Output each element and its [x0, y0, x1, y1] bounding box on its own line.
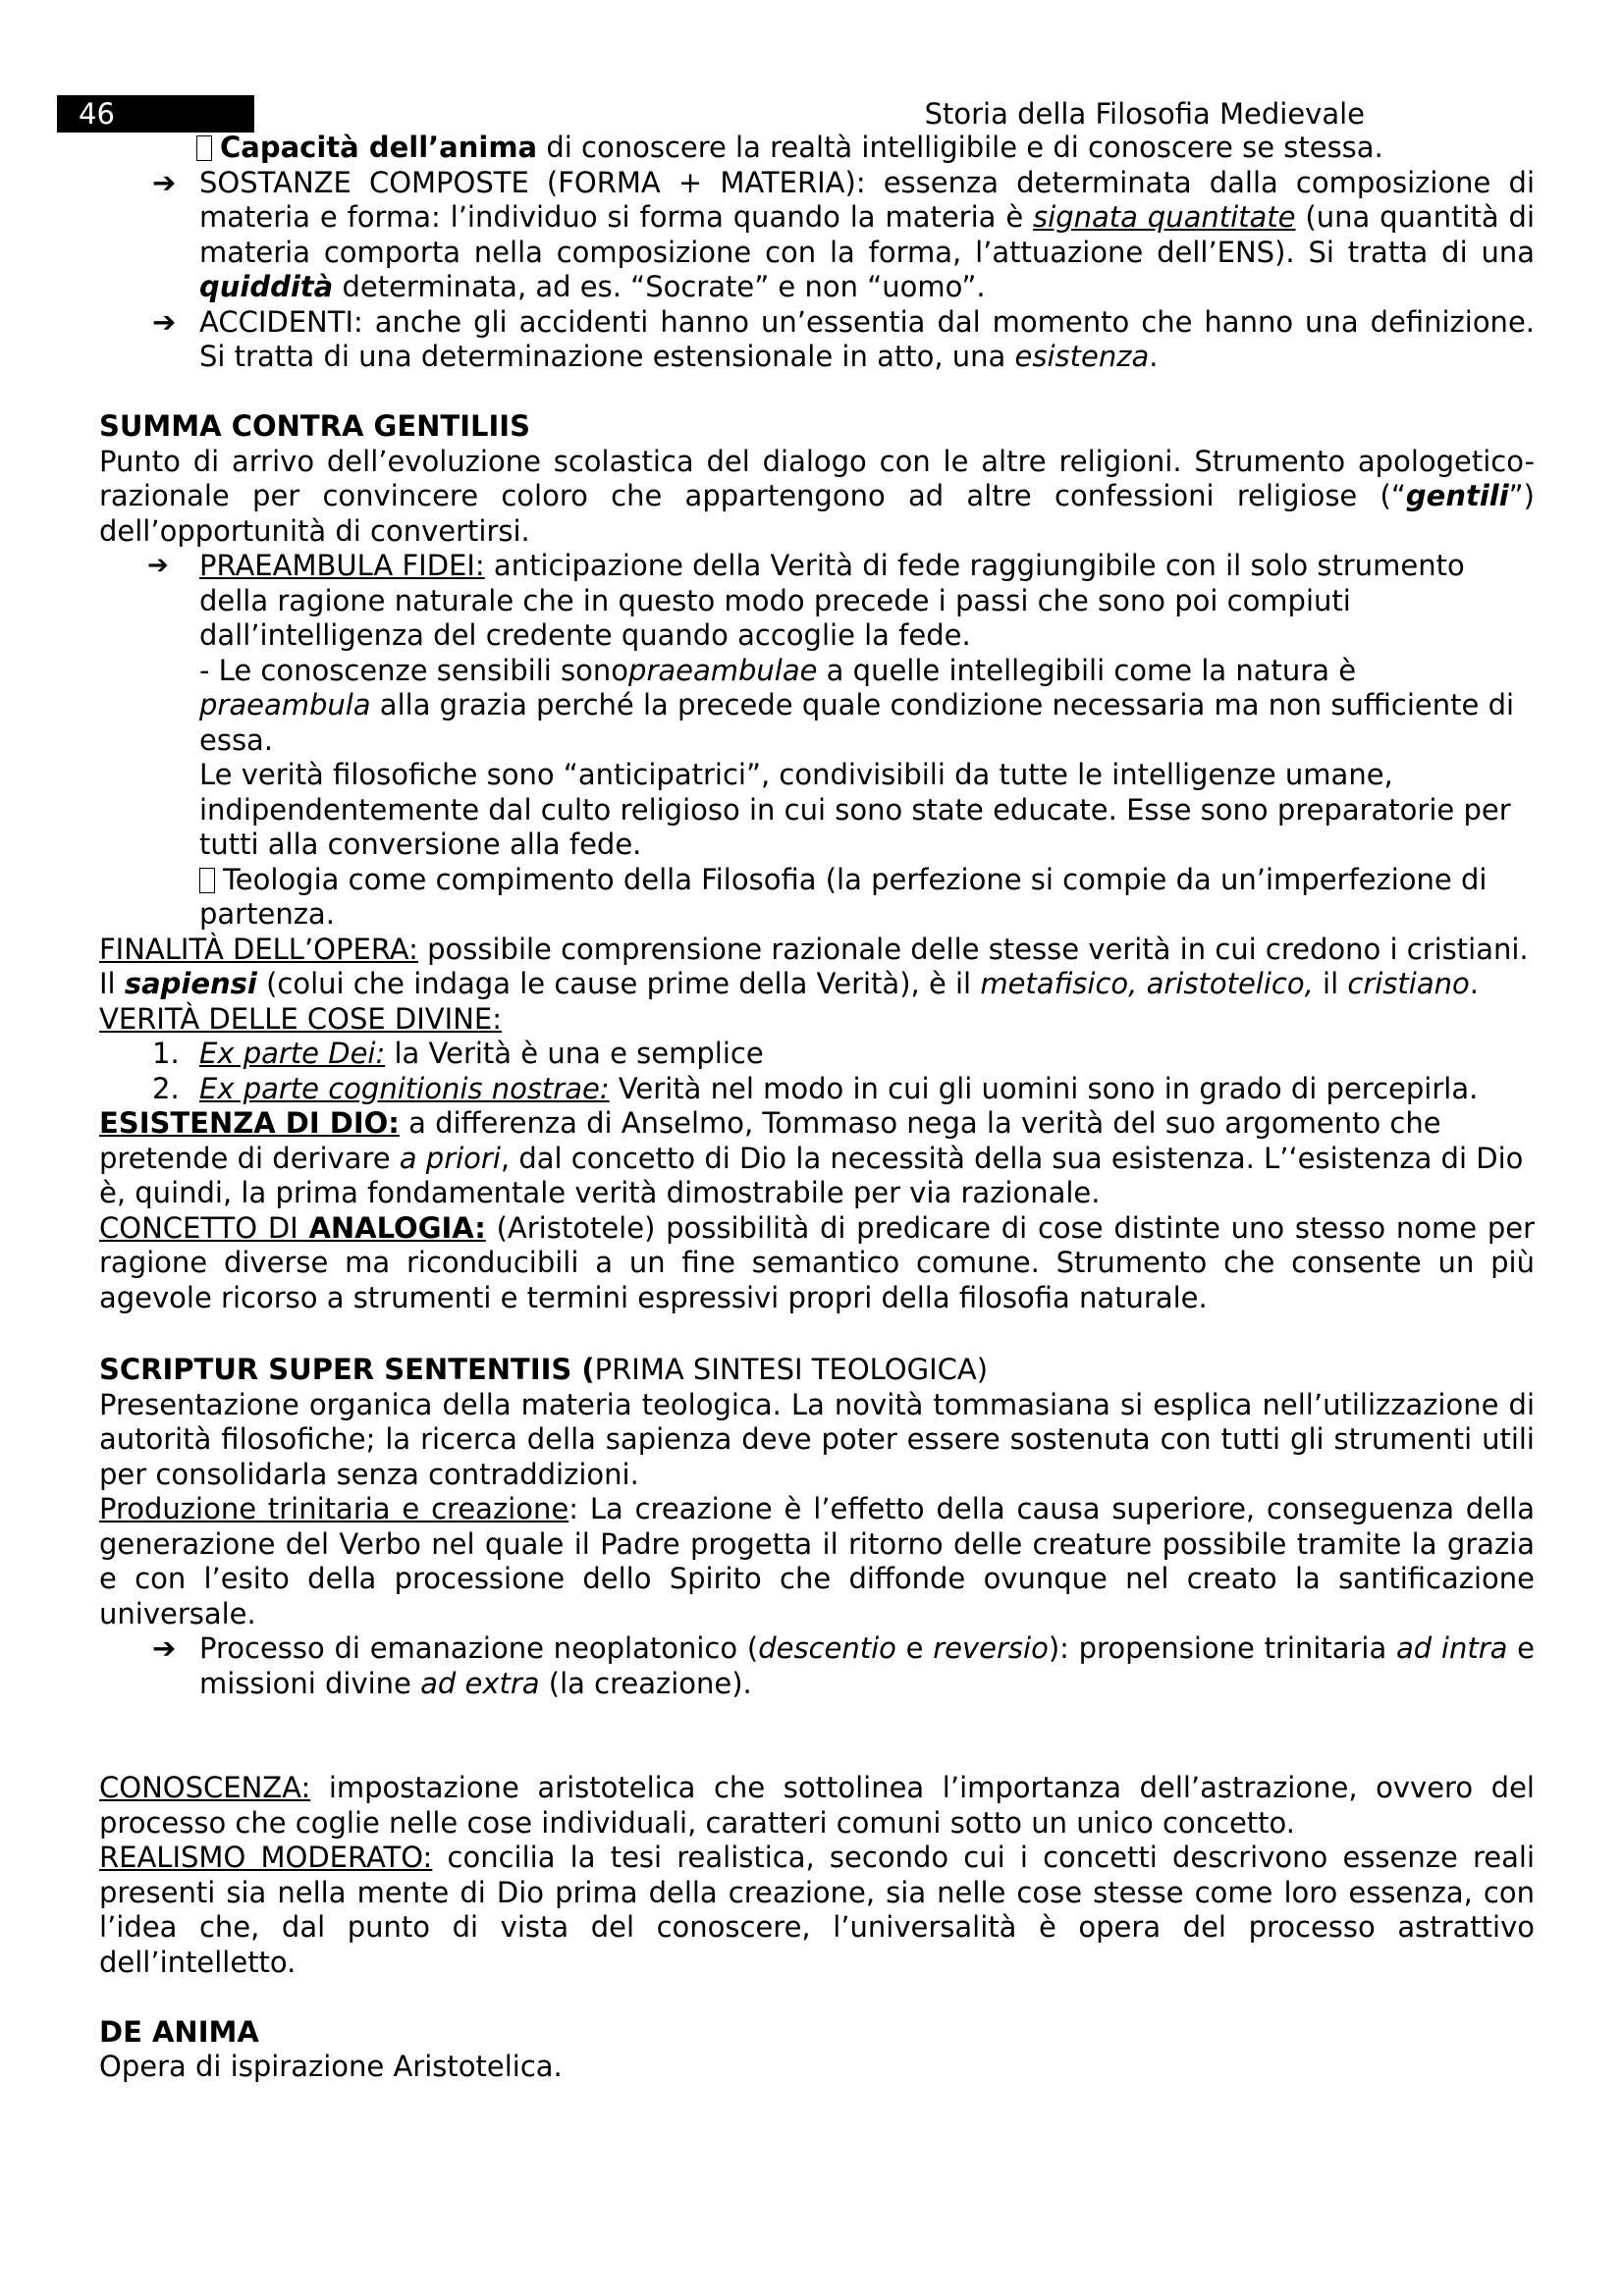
praeambula-block — [99, 549, 1535, 933]
section-heading-summa: SUMMA CONTRA GENTILIIS — [99, 409, 530, 443]
praeambula-definition: PRAEAMBULA FIDEI: anticipazione della Verità di fede raggiungibile con il solo strumento della ragione naturale che in questo modo precede i passi che sono poi compiuti dall’intelligenza del credente quando accoglie la fede. — [199, 549, 1465, 652]
concetto-analogia: CONCETTO DI ANALOGIA: (Aristotele) possibilità di predicare di cose distinte uno stesso nome per ragione diverse ma riconducibili a un fine semantico comune. Strumento che consente un più agevole ricorso a strumenti e termini espressivi propri della filosofia naturale. — [99, 1210, 1535, 1314]
sostanze-composte-item: ➔ SOSTANZE COMPOSTE (FORMA + MATERIA): essenza determinata dalla composizione di materia e forma: l’individuo si forma quando la materia è signata quantitate (una quantità di materia comporta nella composizione con la forma, l’attuazione dell’ENS). Si tratta di una quiddità determinata, ad es. “Socrate” e non “uomo”. — [152, 165, 1535, 303]
running-title: Storia della Filosofia Medievale — [924, 97, 1365, 131]
processo-emanazione-item: ➔ Processo di emanazione neoplatonico (descentio e reversio): propensione trinitaria ad intra e missioni divine ad extra (la creazione). — [152, 1631, 1536, 1700]
arrow-bullet-icon: ➔ — [152, 1631, 177, 1665]
thin-arrow-bullet-icon: ➔ — [147, 551, 169, 580]
missing-glyph-icon — [196, 135, 212, 161]
arrow-bullet-icon: ➔ — [152, 165, 177, 199]
capacita-anima-line: Capacità dell’anima di conoscere la realtà intelligibile e di conoscere se stessa. — [99, 131, 1535, 166]
scriptur-intro: Presentazione organica della materia teologica. La novità tommasiana si esplica nell’utilizzazione di autorità filosofiche; la ricerca della sapienza deve poter essere sostenuta con tutti gli strumenti utili per consolidarla senza contraddizioni. — [99, 1387, 1535, 1491]
finalita-opera: FINALITÀ DELL’OPERA: possibile comprensione razionale delle stesse verità in cui credono i cristiani. Il sapiensi (colui che indaga le cause prime della Verità), è il metafisico, aristotelico, il cristiano. — [99, 932, 1529, 1000]
document-body — [99, 131, 1535, 2085]
arrow-bullet-icon: ➔ — [152, 304, 177, 339]
missing-glyph-icon — [199, 868, 215, 893]
section-heading-scriptur: SCRIPTUR SUPER SENTENTIIS (PRIMA SINTESI TEOLOGICA) — [99, 1353, 989, 1386]
verita-filosofiche: Le verità filosofiche sono “anticipatrici”, condivisibili da tutte le intelligenze umane, indipendentemente dal culto religioso in cui sono state educate. Esse sono preparatorie per tutti alla conversione alla fede. — [199, 758, 1511, 861]
page-number: 46 — [57, 95, 254, 133]
de-anima-text: Opera di ispirazione Aristotelica. — [99, 2050, 563, 2083]
list-item: 2. Ex parte cognitionis nostrae: Verità nel modo in cui gli uomini sono in grado di percepirla. — [152, 1071, 1479, 1105]
accidenti-item: ➔ ACCIDENTI: anche gli accidenti hanno un’essentia dal momento che hanno una definizione. Si tratta di una determinazione estensionale in atto, una esistenza. — [152, 304, 1535, 373]
list-item: 1. Ex parte Dei: la Verità è una e semplice — [152, 1037, 764, 1070]
conoscenze-sensibili: - Le conoscenze sensibili sonopraeambulae a quelle intellegibili come la natura è praeambula alla grazia perché la precede quale condizione necessaria ma non sufficiente di essa. — [199, 653, 1515, 757]
page-header — [57, 95, 1375, 133]
realismo-moderato: REALISMO MODERATO: concilia la tesi realistica, secondo cui i concetti descrivono essenze reali presenti sia nella mente di Dio prima della creazione, sia nelle cose stesse come loro essenza, con l’idea che, dal punto di vista del conoscere, l’universalità è opera del processo astrattivo dell’intelletto. — [99, 1841, 1535, 1979]
esistenza-di-dio: ESISTENZA DI DIO: a differenza di Anselmo, Tommaso nega la verità del suo argomento che pretende di derivare a priori, dal concetto di Dio la necessità della sua esistenza. L’‘esistenza di Dio è, quindi, la prima fondamentale verità dimostrabile per via razionale. — [99, 1106, 1524, 1209]
section-heading-de-anima: DE ANIMA — [99, 2014, 259, 2049]
produzione-trinitaria: Produzione trinitaria e creazione: La creazione è l’effetto della causa superiore, conseguenza della generazione del Verbo nel quale il Padre progetta il ritorno delle creature possibile tramite la grazia e con l’esito della processione dello Spirito che diffonde ovunque nel creato la santificazione universale. — [99, 1492, 1535, 1630]
summa-intro: Punto di arrivo dell’evoluzione scolastica del dialogo con le altre religioni. Strumento apologetico-razionale per convincere coloro che appartengono ad altre confessioni religiose (“gentili”) dell’opportunità di convertirsi. — [99, 444, 1535, 548]
conoscenza-paragraph: CONOSCENZA: impostazione aristotelica che sottolinea l’importanza dell’astrazione, ovvero del processo che coglie nelle cose individuali, caratteri comuni sotto un unico concetto. — [99, 1771, 1535, 1840]
teologia-line: Teologia come compimento della Filosofia (la perfezione si compie da un’imperfezione di partenza. — [199, 862, 1488, 931]
verita-cose-divine: VERITÀ DELLE COSE DIVINE: — [99, 1001, 502, 1036]
